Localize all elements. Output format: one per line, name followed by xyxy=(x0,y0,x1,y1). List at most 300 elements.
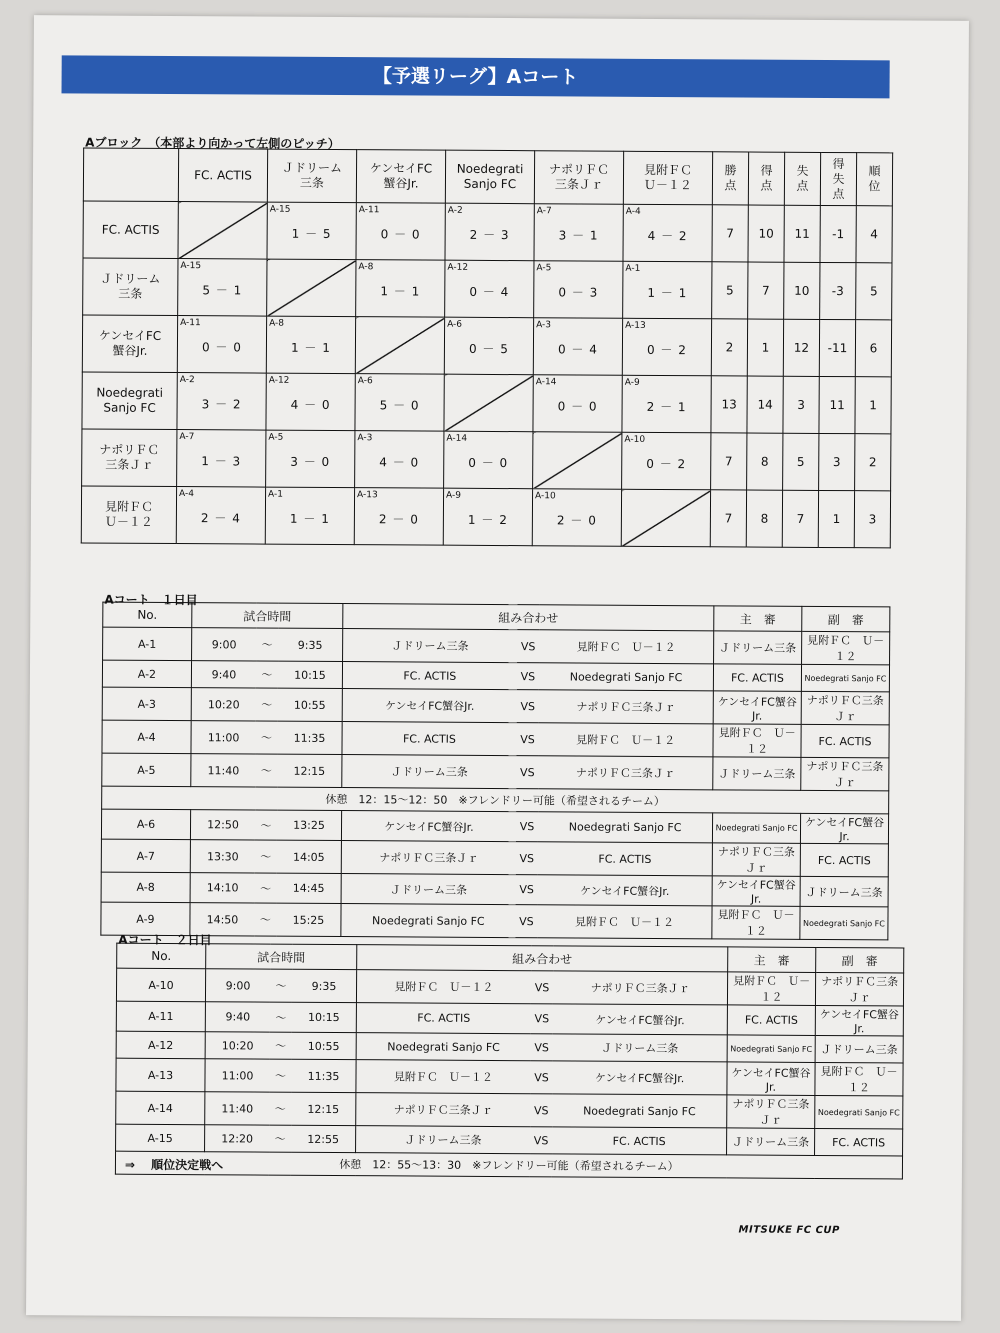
away-team: Ｊドリーム三条 xyxy=(553,1034,727,1062)
end-time: 13:25 xyxy=(277,810,342,840)
home-team: Ｊドリーム三条 xyxy=(341,874,515,905)
event-logo: MITSUKE FC CUP xyxy=(738,1224,840,1237)
main-referee: Ｊドリーム三条 xyxy=(713,757,801,791)
match-code: A-7 xyxy=(179,432,195,443)
time-sep: ～ xyxy=(255,754,277,787)
match-no: A-14 xyxy=(116,1091,205,1125)
time-sep: ～ xyxy=(269,1125,291,1152)
matrix-result-cell xyxy=(267,202,356,260)
matrix-row xyxy=(83,201,892,263)
match-code: A-10 xyxy=(624,434,646,445)
home-team: FC. ACTIS xyxy=(342,662,516,690)
col-referee: 主 審 xyxy=(728,947,816,973)
assistant-referee: ケンセイFC蟹谷Jr. xyxy=(800,813,888,844)
matrix-stat-header: 順 位 xyxy=(856,153,892,206)
end-time: 10:15 xyxy=(292,1002,357,1032)
matrix-stat-value: 3 xyxy=(854,491,890,548)
assistant-referee: Noedegrati Sanjo FC xyxy=(801,664,889,692)
end-time: 12:15 xyxy=(291,1092,356,1125)
matrix-stat-value: 3 xyxy=(783,376,819,433)
home-team: 見附ＦＣ Ｕ－１２ xyxy=(356,970,530,1004)
match-score: 0 － 3 xyxy=(558,285,599,300)
time-sep: ～ xyxy=(270,1032,292,1059)
matrix-stat-value: 7 xyxy=(710,490,746,547)
match-code: A-9 xyxy=(624,377,640,388)
matrix-stat-value: 3 xyxy=(819,433,855,490)
schedule-row xyxy=(101,872,888,907)
matrix-stat-value: 11 xyxy=(784,205,820,262)
vs-label: VS xyxy=(515,905,538,938)
match-no: A-15 xyxy=(116,1124,205,1152)
match-no: A-11 xyxy=(116,1001,205,1032)
main-referee: Ｊドリーム三条 xyxy=(714,631,802,665)
schedule-row xyxy=(102,720,889,758)
time-sep: ～ xyxy=(254,903,276,936)
match-code: A-2 xyxy=(447,205,463,216)
vs-label: VS xyxy=(516,756,539,789)
match-score: 1 － 1 xyxy=(289,511,330,526)
match-code: A-15 xyxy=(269,204,291,215)
schedule-row xyxy=(116,968,903,1006)
match-code: A-2 xyxy=(179,375,195,386)
match-score: 1 － 3 xyxy=(201,454,242,469)
day2-label: Aコート ２日目 xyxy=(118,932,212,948)
main-referee: 見附ＦＣ Ｕ－１２ xyxy=(712,906,800,940)
col-no: No. xyxy=(103,602,192,628)
col-match: 組み合わせ xyxy=(357,945,728,972)
assistant-referee: Ｊドリーム三条 xyxy=(815,1035,903,1063)
matrix-diagonal-cell xyxy=(444,374,533,432)
home-team: ナポリＦＣ三条Ｊｒ xyxy=(341,841,515,875)
main-referee: Ｊドリーム三条 xyxy=(727,1128,815,1156)
start-time: 12:50 xyxy=(190,810,255,840)
matrix-row-team: ケンセイFC 蟹谷Jr. xyxy=(82,315,177,373)
matrix-result-cell xyxy=(354,488,443,546)
matrix-stat-value: 5 xyxy=(783,433,819,490)
match-code: A-9 xyxy=(446,490,462,501)
away-team: Noedegrati Sanjo FC xyxy=(539,663,713,691)
vs-label: VS xyxy=(516,842,539,875)
matrix-corner xyxy=(83,148,178,202)
match-no: A-10 xyxy=(116,968,205,1002)
matrix-result-cell xyxy=(622,375,711,433)
matrix-result-cell xyxy=(355,431,444,489)
matrix-stat-header: 勝 点 xyxy=(712,152,748,205)
match-score: 4 － 0 xyxy=(379,455,420,470)
matrix-diagonal-cell xyxy=(267,259,356,317)
matrix-result-cell xyxy=(533,318,622,376)
matrix-team-header: FC. ACTIS xyxy=(178,149,267,203)
assistant-referee: FC. ACTIS xyxy=(800,843,888,877)
col-time: 試合時間 xyxy=(192,603,343,629)
paper-sheet xyxy=(26,15,969,1321)
matrix-stat-header: 失 点 xyxy=(784,152,820,205)
match-code: A-7 xyxy=(536,206,552,217)
matrix-stat-value: 10 xyxy=(748,205,784,262)
main-referee: ケンセイFC蟹谷Jr. xyxy=(727,1062,815,1096)
time-sep: ～ xyxy=(255,721,277,754)
matrix-stat-value: 8 xyxy=(746,490,782,547)
away-team: FC. ACTIS xyxy=(538,842,713,876)
matrix-result-cell xyxy=(265,487,354,545)
match-score: 3 － 0 xyxy=(290,454,331,469)
matrix-result-cell xyxy=(177,316,266,374)
matrix-result-cell xyxy=(623,261,712,319)
time-sep: ～ xyxy=(255,810,277,840)
match-code: A-10 xyxy=(535,491,556,502)
results-matrix xyxy=(81,147,893,548)
home-team: ケンセイFC蟹谷Jr. xyxy=(341,811,515,842)
end-time: 12:15 xyxy=(277,754,342,787)
match-no: A-2 xyxy=(102,660,191,688)
day2-schedule xyxy=(115,943,904,1180)
schedule-row xyxy=(116,1091,903,1129)
match-score: 1 － 1 xyxy=(290,340,331,355)
match-no: A-12 xyxy=(116,1031,205,1059)
away-team: 見附ＦＣ Ｕ－１２ xyxy=(539,723,714,757)
main-referee: ナポリＦＣ三条Ｊｒ xyxy=(712,843,800,877)
main-referee: FC. ACTIS xyxy=(727,1005,815,1036)
match-code: A-5 xyxy=(536,263,552,274)
matrix-team-header: 見附ＦＣ Ｕ－１２ xyxy=(623,151,712,205)
schedule-row xyxy=(116,1001,903,1036)
schedule-row xyxy=(102,687,889,725)
matrix-row-team: 見附ＦＣ Ｕ－１２ xyxy=(81,486,176,544)
away-team: ケンセイFC蟹谷Jr. xyxy=(538,875,713,906)
away-team: ナポリＦＣ三条Ｊｒ xyxy=(538,756,713,790)
match-code: A-13 xyxy=(357,490,378,501)
match-score: 0 － 5 xyxy=(468,341,509,357)
matrix-result-cell xyxy=(622,432,711,490)
next-stage-note: ⇒ 順位決定戦へ xyxy=(124,1157,224,1173)
matrix-result-cell xyxy=(623,204,712,262)
col-assistant: 副 審 xyxy=(802,606,890,632)
match-score: 2 － 3 xyxy=(469,227,510,243)
vs-label: VS xyxy=(530,1094,553,1127)
matrix-result-cell xyxy=(534,261,623,319)
start-time: 10:20 xyxy=(191,688,256,721)
away-team: ナポリＦＣ三条Ｊｒ xyxy=(539,690,714,724)
match-score: 1 － 1 xyxy=(380,284,421,299)
end-time: 14:45 xyxy=(277,873,342,903)
match-no: A-1 xyxy=(103,627,192,661)
match-code: A-14 xyxy=(535,377,557,388)
matrix-stat-value: 13 xyxy=(711,376,747,433)
end-time: 10:55 xyxy=(292,1032,357,1059)
match-score: 0 － 0 xyxy=(468,455,509,471)
matrix-result-cell xyxy=(622,318,711,376)
schedule-row xyxy=(101,809,888,844)
end-time: 14:05 xyxy=(277,840,342,873)
home-team: FC. ACTIS xyxy=(356,1003,530,1034)
match-code: A-5 xyxy=(268,432,284,443)
match-code: A-14 xyxy=(446,433,468,444)
matrix-row xyxy=(82,429,891,491)
away-team: ナポリＦＣ三条Ｊｒ xyxy=(553,971,728,1005)
matrix-row xyxy=(83,258,892,320)
schedule-row xyxy=(103,627,890,665)
home-team: Ｊドリーム三条 xyxy=(342,755,516,789)
assistant-referee: ナポリＦＣ三条Ｊｒ xyxy=(815,972,903,1006)
time-sep: ～ xyxy=(269,1059,291,1092)
match-score: 0 － 0 xyxy=(380,227,421,242)
match-score: 2 － 4 xyxy=(200,511,241,526)
assistant-referee: 見附ＦＣ Ｕ－１２ xyxy=(815,1062,903,1096)
assistant-referee: Noedegrati Sanjo FC xyxy=(815,1095,903,1129)
time-sep: ～ xyxy=(255,840,277,873)
time-sep: ～ xyxy=(270,969,292,1002)
away-team: Noedegrati Sanjo FC xyxy=(538,812,713,843)
start-time: 11:40 xyxy=(205,1092,270,1125)
matrix-stat-value: -1 xyxy=(820,205,856,262)
start-time: 9:40 xyxy=(205,1002,270,1032)
matrix-stat-value: -11 xyxy=(819,319,855,376)
schedule-row xyxy=(102,753,889,791)
matrix-result-cell xyxy=(178,259,267,317)
vs-label: VS xyxy=(516,690,539,723)
col-assistant: 副 審 xyxy=(816,947,904,973)
match-no: A-7 xyxy=(101,839,190,873)
vs-label: VS xyxy=(531,971,554,1004)
matrix-stat-value: 8 xyxy=(747,433,783,490)
matrix-header-row xyxy=(83,148,892,206)
schedule-row xyxy=(116,1058,903,1096)
main-referee: 見附ＦＣ Ｕ－１２ xyxy=(713,724,801,758)
matrix-result-cell xyxy=(444,431,533,489)
matrix-row-team: Ｊドリーム 三条 xyxy=(83,258,178,316)
match-code: A-3 xyxy=(357,433,373,444)
match-code: A-12 xyxy=(268,375,290,386)
match-score: 3 － 1 xyxy=(558,228,599,243)
main-referee: 見附ＦＣ Ｕ－１２ xyxy=(727,972,815,1006)
match-code: A-8 xyxy=(269,318,285,329)
main-referee: ナポリＦＣ三条Ｊｒ xyxy=(727,1095,815,1129)
home-team: Ｊドリーム三条 xyxy=(343,629,517,663)
home-team: 見附ＦＣ Ｕ－１２ xyxy=(356,1060,530,1094)
start-time: 11:40 xyxy=(191,754,256,787)
matrix-stat-value: -3 xyxy=(820,262,856,319)
matrix-row xyxy=(82,315,891,377)
match-code: A-4 xyxy=(179,489,195,500)
home-team: Ｊドリーム三条 xyxy=(356,1126,530,1154)
match-score: 0 － 4 xyxy=(469,284,510,300)
matrix-stat-value: 2 xyxy=(855,434,891,491)
page-title: 【予選リーグ】Aコート xyxy=(62,55,890,98)
start-time: 14:10 xyxy=(190,873,255,903)
matrix-stat-value: 7 xyxy=(712,205,748,262)
matrix-team-header: Noedegrati Sanjo FC xyxy=(445,150,534,204)
assistant-referee: FC. ACTIS xyxy=(815,1128,903,1156)
assistant-referee: ナポリＦＣ三条Ｊｒ xyxy=(801,757,889,791)
matrix-stat-value: 12 xyxy=(783,319,819,376)
away-team: FC. ACTIS xyxy=(552,1127,726,1155)
matrix-result-cell xyxy=(445,260,534,318)
vs-label: VS xyxy=(530,1061,553,1094)
away-team: 見附ＦＣ Ｕ－１２ xyxy=(538,905,713,939)
vs-label: VS xyxy=(531,1004,554,1034)
match-score: 0 － 2 xyxy=(646,456,687,472)
away-team: ケンセイFC蟹谷Jr. xyxy=(553,1061,728,1095)
match-score: 1 － 2 xyxy=(467,512,508,528)
match-code: A-3 xyxy=(536,320,552,331)
matrix-stat-value: 7 xyxy=(782,490,818,547)
match-no: A-4 xyxy=(102,720,191,754)
matrix-stat-value: 5 xyxy=(712,262,748,319)
day1-schedule xyxy=(100,602,890,941)
match-code: A-6 xyxy=(447,319,463,330)
matrix-stat-value: 7 xyxy=(748,262,784,319)
end-time: 9:35 xyxy=(278,628,343,661)
end-time: 11:35 xyxy=(291,1059,356,1092)
matrix-result-cell xyxy=(356,260,445,318)
start-time: 11:00 xyxy=(191,721,256,754)
time-sep: ～ xyxy=(256,661,278,688)
match-code: A-11 xyxy=(358,205,380,216)
match-score: 5 － 0 xyxy=(379,398,420,413)
vs-label: VS xyxy=(516,812,539,842)
match-score: 0 － 0 xyxy=(201,340,242,355)
matrix-result-cell xyxy=(445,203,534,261)
vs-label: VS xyxy=(530,1034,553,1061)
matrix-team-header: ナポリＦＣ 三条Ｊｒ xyxy=(534,151,623,205)
home-team: Noedegrati Sanjo FC xyxy=(341,904,515,938)
matrix-result-cell xyxy=(356,203,445,261)
match-code: A-12 xyxy=(447,262,469,273)
match-score: 4 － 0 xyxy=(290,397,331,412)
start-time: 14:50 xyxy=(190,903,255,936)
match-score: 1 － 5 xyxy=(291,226,332,241)
match-code: A-4 xyxy=(625,206,641,217)
matrix-stat-header: 得 失 点 xyxy=(820,152,856,205)
match-score: 2 － 1 xyxy=(646,399,687,415)
matrix-result-cell xyxy=(176,487,265,545)
vs-label: VS xyxy=(515,875,538,905)
col-referee: 主 審 xyxy=(714,606,802,632)
match-score: 0 － 2 xyxy=(646,342,687,358)
match-score: 2 － 0 xyxy=(556,513,597,528)
match-code: A-8 xyxy=(358,262,374,273)
match-no: A-3 xyxy=(102,687,191,721)
matrix-result-cell xyxy=(534,204,623,262)
matrix-row xyxy=(81,486,890,548)
matrix-result-cell xyxy=(177,430,266,488)
matrix-stat-value: 6 xyxy=(855,320,891,377)
match-code: A-13 xyxy=(625,320,646,331)
time-sep: ～ xyxy=(256,688,278,721)
assistant-referee: ケンセイFC蟹谷Jr. xyxy=(815,1005,903,1036)
matrix-diagonal-cell xyxy=(178,202,267,260)
match-code: A-15 xyxy=(180,261,202,272)
away-team: ケンセイFC蟹谷Jr. xyxy=(553,1004,728,1035)
matrix-stat-value: 7 xyxy=(711,433,747,490)
matrix-stat-value: 1 xyxy=(747,319,783,376)
match-no: A-13 xyxy=(116,1058,205,1092)
end-time: 10:55 xyxy=(278,688,343,721)
matrix-stat-value: 1 xyxy=(818,490,854,547)
home-team: Noedegrati Sanjo FC xyxy=(356,1033,530,1061)
matrix-stat-value: 1 xyxy=(855,377,891,434)
match-score: 0 － 4 xyxy=(557,342,598,357)
matrix-result-cell xyxy=(355,374,444,432)
matrix-team-header: Ｊドリーム 三条 xyxy=(267,149,356,203)
matrix-result-cell xyxy=(533,375,622,433)
break-row xyxy=(115,1151,902,1179)
matrix-diagonal-cell xyxy=(621,489,710,547)
main-referee: Noedegrati Sanjo FC xyxy=(712,813,800,844)
start-time: 9:00 xyxy=(192,628,257,661)
match-score: 0 － 0 xyxy=(557,399,598,414)
col-match: 組み合わせ xyxy=(343,604,714,631)
matrix-stat-value: 4 xyxy=(856,206,892,263)
vs-label: VS xyxy=(530,1127,553,1154)
match-no: A-8 xyxy=(101,872,190,903)
away-team: Noedegrati Sanjo FC xyxy=(552,1094,727,1128)
time-sep: ～ xyxy=(269,1092,291,1125)
matrix-result-cell xyxy=(266,316,355,374)
start-time: 12:20 xyxy=(205,1125,270,1152)
start-time: 13:30 xyxy=(190,840,255,873)
match-score: 5 － 1 xyxy=(202,283,243,298)
col-time: 試合時間 xyxy=(206,944,357,970)
start-time: 9:00 xyxy=(205,969,270,1002)
match-no: A-5 xyxy=(102,753,191,787)
assistant-referee: ナポリＦＣ三条Ｊｒ xyxy=(801,691,889,725)
break-note: 休憩 12：15～12：50 ※フレンドリー可能（希望されるチーム） xyxy=(102,786,889,814)
match-no: A-6 xyxy=(101,809,190,840)
home-team: ケンセイFC蟹谷Jr. xyxy=(342,689,516,723)
match-code: A-11 xyxy=(180,318,201,329)
start-time: 11:00 xyxy=(205,1059,270,1092)
matrix-result-cell xyxy=(443,488,532,546)
schedule-row xyxy=(101,839,888,877)
match-score: 2 － 0 xyxy=(378,512,419,527)
time-sep: ～ xyxy=(256,628,278,661)
matrix-row-team: ナポリＦＣ 三条Ｊｒ xyxy=(82,429,177,487)
assistant-referee: 見附ＦＣ Ｕ－１２ xyxy=(802,631,890,665)
block-label: Aブロック （本部より向かって左側のピッチ） xyxy=(85,135,340,152)
matrix-stat-value: 10 xyxy=(784,262,820,319)
matrix-stat-value: 14 xyxy=(747,376,783,433)
end-time: 9:35 xyxy=(292,969,357,1002)
col-no: No. xyxy=(117,943,206,969)
end-time: 11:35 xyxy=(277,721,342,754)
matrix-diagonal-cell xyxy=(355,317,444,375)
home-team: ナポリＦＣ三条Ｊｒ xyxy=(356,1093,530,1127)
assistant-referee: FC. ACTIS xyxy=(801,724,889,758)
matrix-diagonal-cell xyxy=(533,432,622,490)
day1-label: Aコート １日目 xyxy=(104,592,198,608)
schedule-row xyxy=(101,902,888,940)
end-time: 15:25 xyxy=(276,903,341,936)
main-referee: ケンセイFC蟹谷Jr. xyxy=(713,691,801,725)
matrix-stat-value: 5 xyxy=(856,263,892,320)
assistant-referee: Noedegrati Sanjo FC xyxy=(800,906,888,940)
match-no: A-9 xyxy=(101,902,190,936)
matrix-stat-header: 得 点 xyxy=(748,152,784,205)
end-time: 12:55 xyxy=(291,1125,356,1152)
match-code: A-1 xyxy=(625,263,641,274)
away-team: 見附ＦＣ Ｕ－１２ xyxy=(539,630,714,664)
main-referee: FC. ACTIS xyxy=(713,664,801,692)
match-code: A-6 xyxy=(357,376,373,387)
match-score: 1 － 1 xyxy=(647,285,688,301)
matrix-row-team: Noedegrati Sanjo FC xyxy=(82,372,177,430)
matrix-result-cell xyxy=(444,317,533,375)
home-team: FC. ACTIS xyxy=(342,722,516,756)
match-score: 3 － 2 xyxy=(201,397,242,412)
time-sep: ～ xyxy=(255,873,277,903)
start-time: 10:20 xyxy=(205,1032,270,1059)
